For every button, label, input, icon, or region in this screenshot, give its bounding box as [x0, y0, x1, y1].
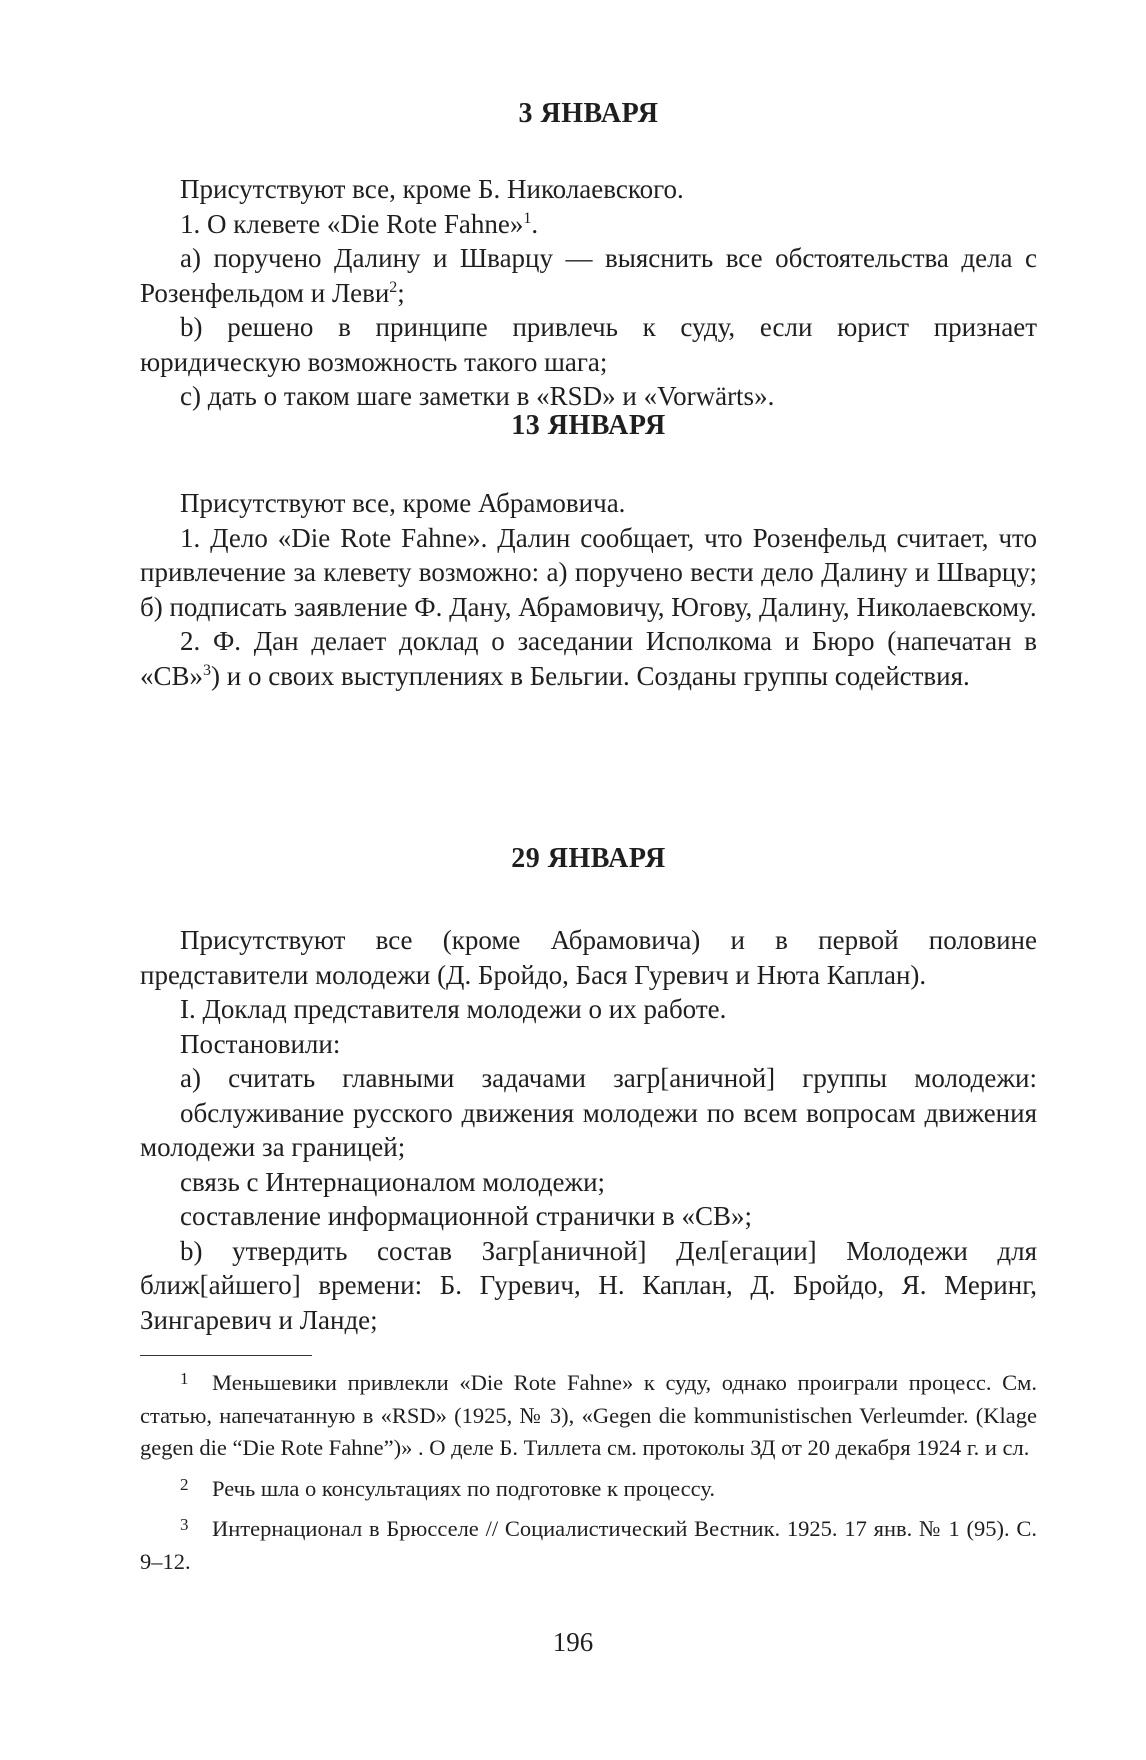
footnote-divider: [140, 1355, 312, 1356]
footnote-text: Меньшевики привлекли «Die Rote Fahne» к суду, однако проиграли процесс. См. статью, напечатанную в «RSD» (1925, № 3), «Gegen die kommunistischen Verleumder. (Klage gegen die “Die Rote Fahne”)» . О деле Б. Тиллета см. протоколы ЗД от 20 декабря 1924 г. и сл.: [140, 1370, 1037, 1460]
section-heading: 3 ЯНВАРЯ: [518, 98, 659, 129]
footnotes: [140, 1363, 1037, 1582]
paragraph: I. Доклад представителя молодежи о их работе.: [180, 994, 727, 1024]
footnote-mark: 1: [180, 1369, 189, 1388]
paragraph: а) поручено Далину и Шварцу — выяснить все обстоятельства дела с Розенфельдом и Леви$^2$;: [140, 243, 1037, 308]
paragraph: Постановили:: [180, 1028, 341, 1059]
paragraph: b) решено в принципе привлечь к суду, если юрист признает юридическую возможность такого шага;: [140, 312, 1037, 377]
footnote-mark: 2: [180, 1474, 189, 1494]
footnote: [140, 1363, 1037, 1465]
section-jan-29: [140, 842, 1037, 1337]
paragraph: а) считать главными задачами загр[аничной] группы молодежи:: [180, 1063, 1037, 1093]
footnote-text: Интернационал в Брюсселе // Социалистический Вестник. 1925. 17 янв. № 1 (95). С. 9–12.: [140, 1516, 1037, 1574]
paragraph: 2. Ф. Дан делает доклад о заседании Исполкома и Бюро (напечатан в «СВ»$^3$) и о своих выступлениях в Бельгии. Созданы группы содействия.: [140, 626, 1037, 691]
footnote: [140, 1509, 1037, 1578]
paragraph: 1. Дело «Die Rote Fahne». Далин сообщает, что Розенфельд считает, что привлечение за клевету возможно: а) поручено вести дело Далину и Шварцу; б) подписать заявление Ф. Дану, Абрамовичу, Югову, Далину, Николаевскому.: [140, 522, 1037, 622]
footnote-text: Речь шла о консультациях по подготовке к процессу.: [212, 1475, 715, 1501]
section-jan-13: [140, 409, 1037, 693]
paragraph: связь с Интернационалом молодежи;: [180, 1166, 606, 1197]
paragraph: Присутствуют все (кроме Абрамовича) и в первой половине представители молодежи (Д. Бройдо, Бася Гуревич и Нюта Каплан).: [140, 925, 1037, 990]
footnote-ref[interactable]: 2: [389, 278, 398, 296]
paragraph: обслуживание русского движения молодежи по всем вопросам движения молодежи за границей;: [140, 1097, 1037, 1162]
section-heading: 29 ЯНВАРЯ: [511, 843, 666, 874]
section-body: [140, 486, 1037, 693]
paragraph: 1. О клевете «Die Rote Fahne»$^1$.: [180, 208, 539, 239]
paragraph: b) утвердить состав Загр[аничной] Дел[егации] Молодежи для ближ[айшего] времени: Б. Гуревич, Н. Каплан, Д. Бройдо, Я. Меринг, Зингаревич и Ланде;: [140, 1235, 1037, 1335]
footnote-ref[interactable]: 1: [523, 209, 532, 227]
page-number: 196: [552, 1627, 594, 1657]
footnote-mark: 3: [180, 1515, 189, 1534]
section-heading: 13 ЯНВАРЯ: [511, 410, 666, 441]
paragraph: составление информационной странички в «СВ»;: [180, 1201, 753, 1231]
paragraph: Присутствуют все, кроме Абрамовича.: [180, 488, 626, 518]
section-body: [140, 172, 1037, 414]
paragraph: c) дать о таком шаге заметки в «RSD» и «Vorwärts».: [180, 381, 775, 411]
paragraph: Присутствуют все, кроме Б. Николаевского.: [180, 174, 684, 204]
section-body: [140, 923, 1037, 1337]
footnote-ref[interactable]: 3: [203, 661, 212, 679]
footnote: [140, 1469, 1037, 1506]
section-jan-3: [140, 97, 1037, 414]
